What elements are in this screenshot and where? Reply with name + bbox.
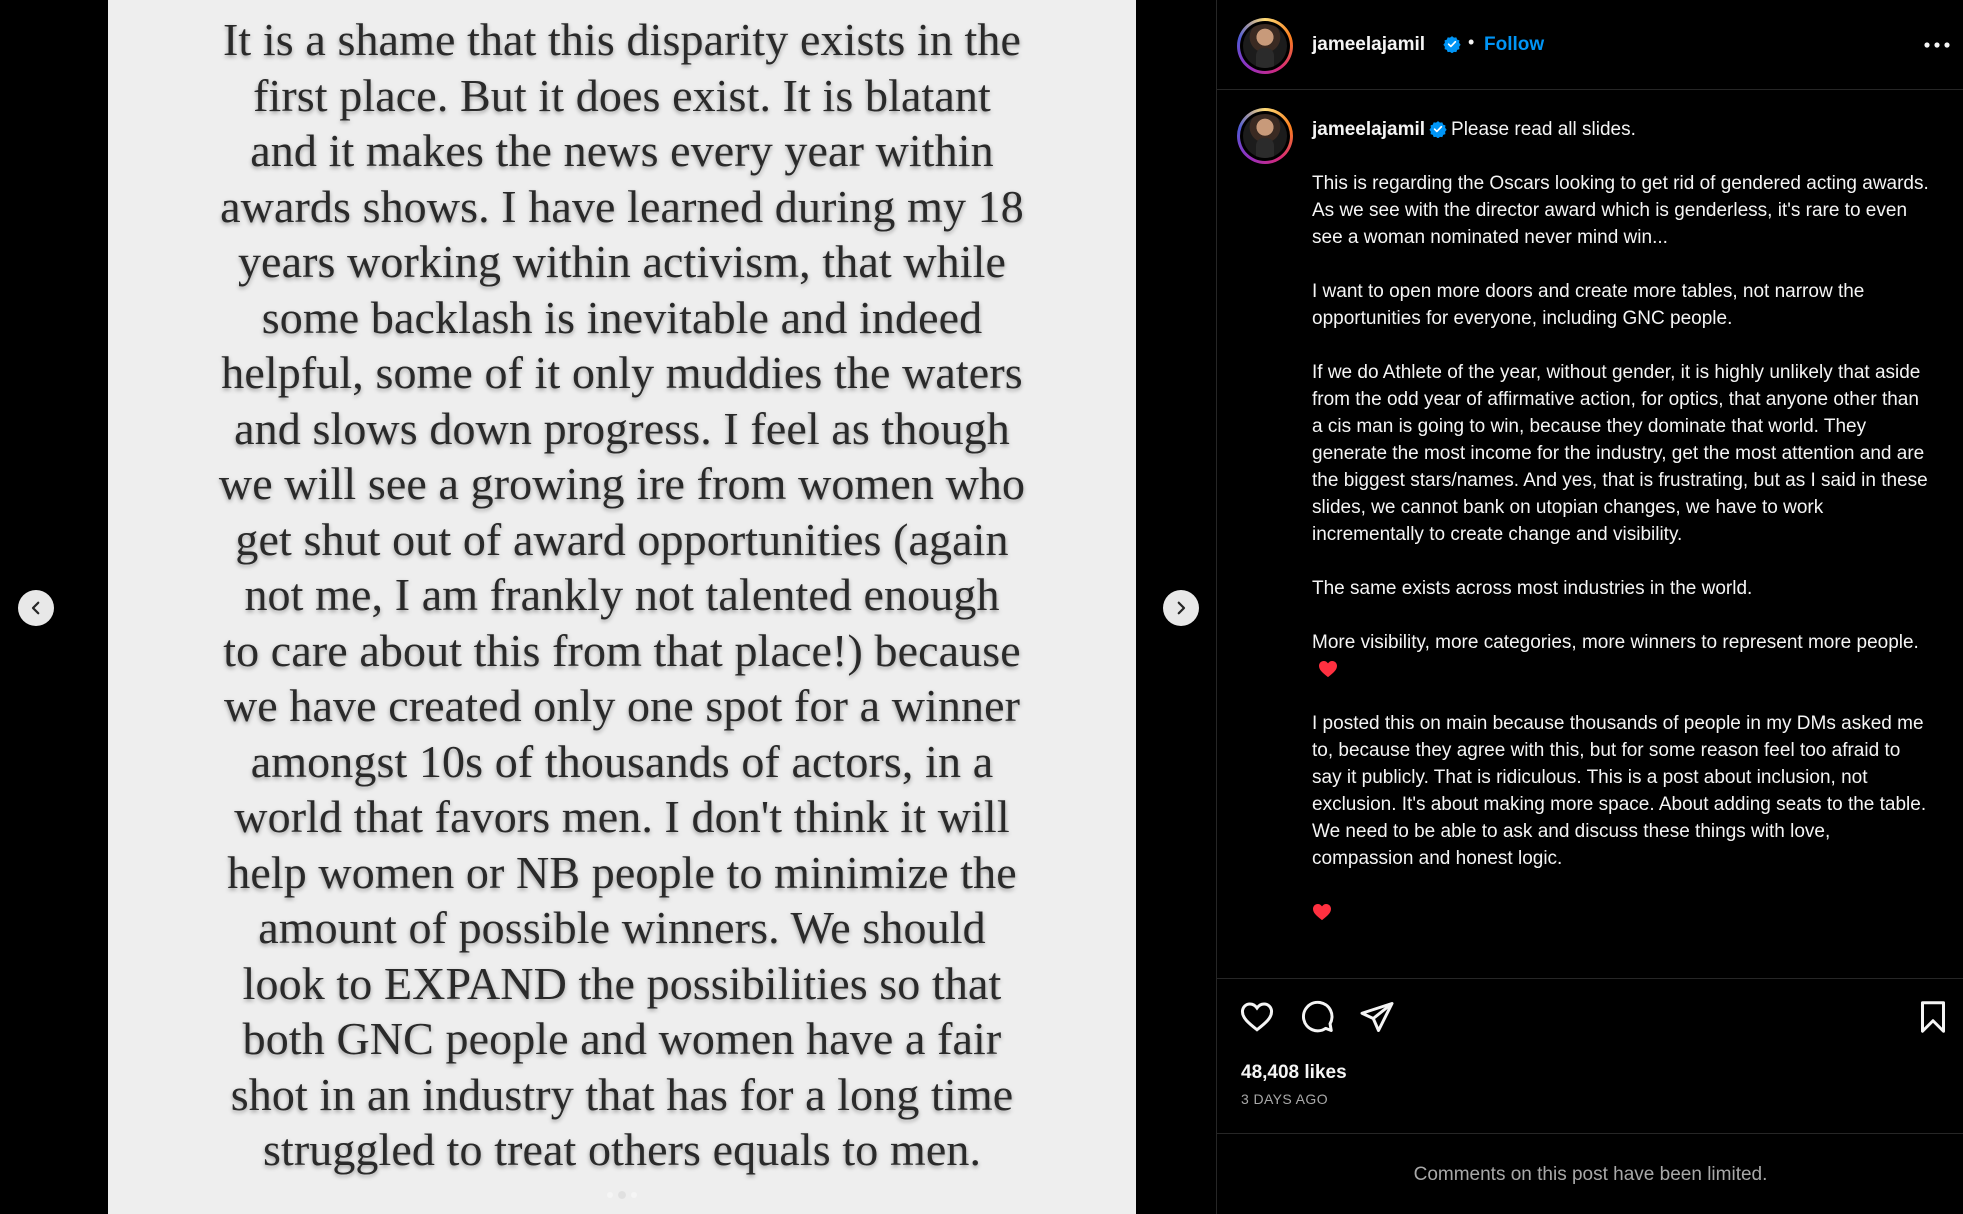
bookmark-icon[interactable] xyxy=(1915,999,1951,1035)
post-header xyxy=(1217,0,1963,90)
slide-text-line: help women or NB people to minimize the xyxy=(227,846,1017,898)
slide-text-line: shot in an industry that has for a long time xyxy=(230,1068,1014,1120)
follow-button[interactable]: Follow xyxy=(1484,34,1545,55)
verified-badge-icon xyxy=(1443,35,1461,53)
slide-text-line: we have created only one spot for a winner xyxy=(223,680,1021,731)
comments-limited-notice: Comments on this post have been limited. xyxy=(1413,1164,1768,1185)
share-icon[interactable] xyxy=(1359,999,1395,1035)
slide-text-line: world that favors men. I don't think it will xyxy=(234,791,1010,842)
more-options-icon[interactable] xyxy=(1923,40,1951,50)
carousel-dot xyxy=(631,1192,637,1198)
slide-text-line: get shut out of award opportunities (again xyxy=(235,513,1009,565)
slide-text-line: first place. But it does exist. It is blatant xyxy=(253,69,991,121)
slide-text-line: amount of possible winners. We should xyxy=(258,902,986,953)
avatar[interactable] xyxy=(1237,18,1293,74)
slide-text-line: look to EXPAND the possibilities so that xyxy=(242,957,1002,1009)
heart-icon[interactable] xyxy=(1239,999,1275,1035)
divider xyxy=(1217,978,1963,979)
comment-icon[interactable] xyxy=(1299,999,1335,1035)
slide-text-line: helpful, some of it only muddies the waters xyxy=(221,347,1023,398)
divider xyxy=(1217,1133,1963,1134)
slide-text-line: not me, I am frankly not talented enough xyxy=(244,569,1000,620)
likes-count[interactable]: 48,408 likes xyxy=(1241,1062,1347,1083)
slide-text-line: we will see a growing ire from women who xyxy=(218,458,1026,509)
caption-avatar[interactable] xyxy=(1237,108,1293,164)
caption-first-line xyxy=(1312,116,1932,143)
carousel-dot-active xyxy=(619,1192,625,1198)
caption-paragraph: I posted this on main because thousands of people in my DMs asked me to, because they agree with this, but for some reason feel too afraid to say it publicly. That is ridiculous. This is a post about inclusion, not exclusion. It's about making more space. About adding seats to the table. We need to be able to ask and discuss these things with love, compassion and honest logic. xyxy=(1312,713,1927,869)
caption-paragraph-with-heart xyxy=(1312,629,1932,683)
separator-bullet: • xyxy=(1468,32,1475,52)
caption-heart-line xyxy=(1312,899,1932,926)
carousel-dots xyxy=(108,1192,1136,1198)
slide-text-line: years working within activism, that while xyxy=(237,236,1007,287)
slide-text-line: awards shows. I have learned during my 18 xyxy=(220,180,1024,232)
slide-text-line: It is a shame that this disparity exists in the xyxy=(222,14,1022,65)
caption-paragraph: More visibility, more categories, more winners to represent more people. xyxy=(1312,632,1919,653)
verified-badge-icon xyxy=(1429,120,1447,138)
caption-paragraph: The same exists across most industries in the world. xyxy=(1312,578,1753,599)
previous-slide-button[interactable] xyxy=(18,590,54,626)
header-username[interactable]: jameelajamil xyxy=(1312,34,1426,55)
chevron-left-icon xyxy=(27,599,45,617)
red-heart-emoji-icon xyxy=(1318,660,1338,678)
slide-text-line: and slows down progress. I feel as though xyxy=(234,402,1010,454)
slide-text-line: and it makes the news every year within xyxy=(250,125,994,176)
slide-text xyxy=(108,12,1136,1178)
carousel-dot xyxy=(607,1192,613,1198)
caption-paragraph: If we do Athlete of the year, without gender, it is highly unlikely that aside from the odd year of affirmative action, for optics, that anyone other than a cis man is going to win, because they dominate that world. They generate the most income for the industry, get the most attention and are the biggest stars/names. And yes, that is frustrating, but as I said in these slides, we cannot bank on utopian changes, we have to work incrementally to create change and visibility. xyxy=(1312,362,1928,545)
caption-paragraph: This is regarding the Oscars looking to get rid of gendered acting awards. As we see with the director award which is genderless, it's rare to even see a woman nominated never mind win... xyxy=(1312,173,1929,248)
red-heart-emoji-icon xyxy=(1312,903,1332,921)
slide-text-line: both GNC people and women have a fair xyxy=(242,1013,1002,1064)
post-slide xyxy=(108,0,1136,1214)
post-side-panel xyxy=(1216,0,1963,1214)
slide-text-line: some backlash is inevitable and indeed xyxy=(261,291,983,343)
caption-paragraph: I want to open more doors and create more tables, not narrow the opportunities for everyone, including GNC people. xyxy=(1312,281,1865,329)
caption-username[interactable]: jameelajamil xyxy=(1312,119,1426,140)
slide-text-line: to care about this from that place!) because xyxy=(223,624,1021,676)
next-slide-button[interactable] xyxy=(1163,590,1199,626)
chevron-right-icon xyxy=(1172,599,1190,617)
caption-intro: Please read all slides. xyxy=(1451,119,1636,140)
slide-text-line: amongst 10s of thousands of actors, in a xyxy=(250,735,994,787)
slide-text-line: struggled to treat others equals to men. xyxy=(262,1124,982,1175)
post-timestamp[interactable]: 3 DAYS AGO xyxy=(1241,1091,1328,1107)
post-caption xyxy=(1312,116,1932,953)
